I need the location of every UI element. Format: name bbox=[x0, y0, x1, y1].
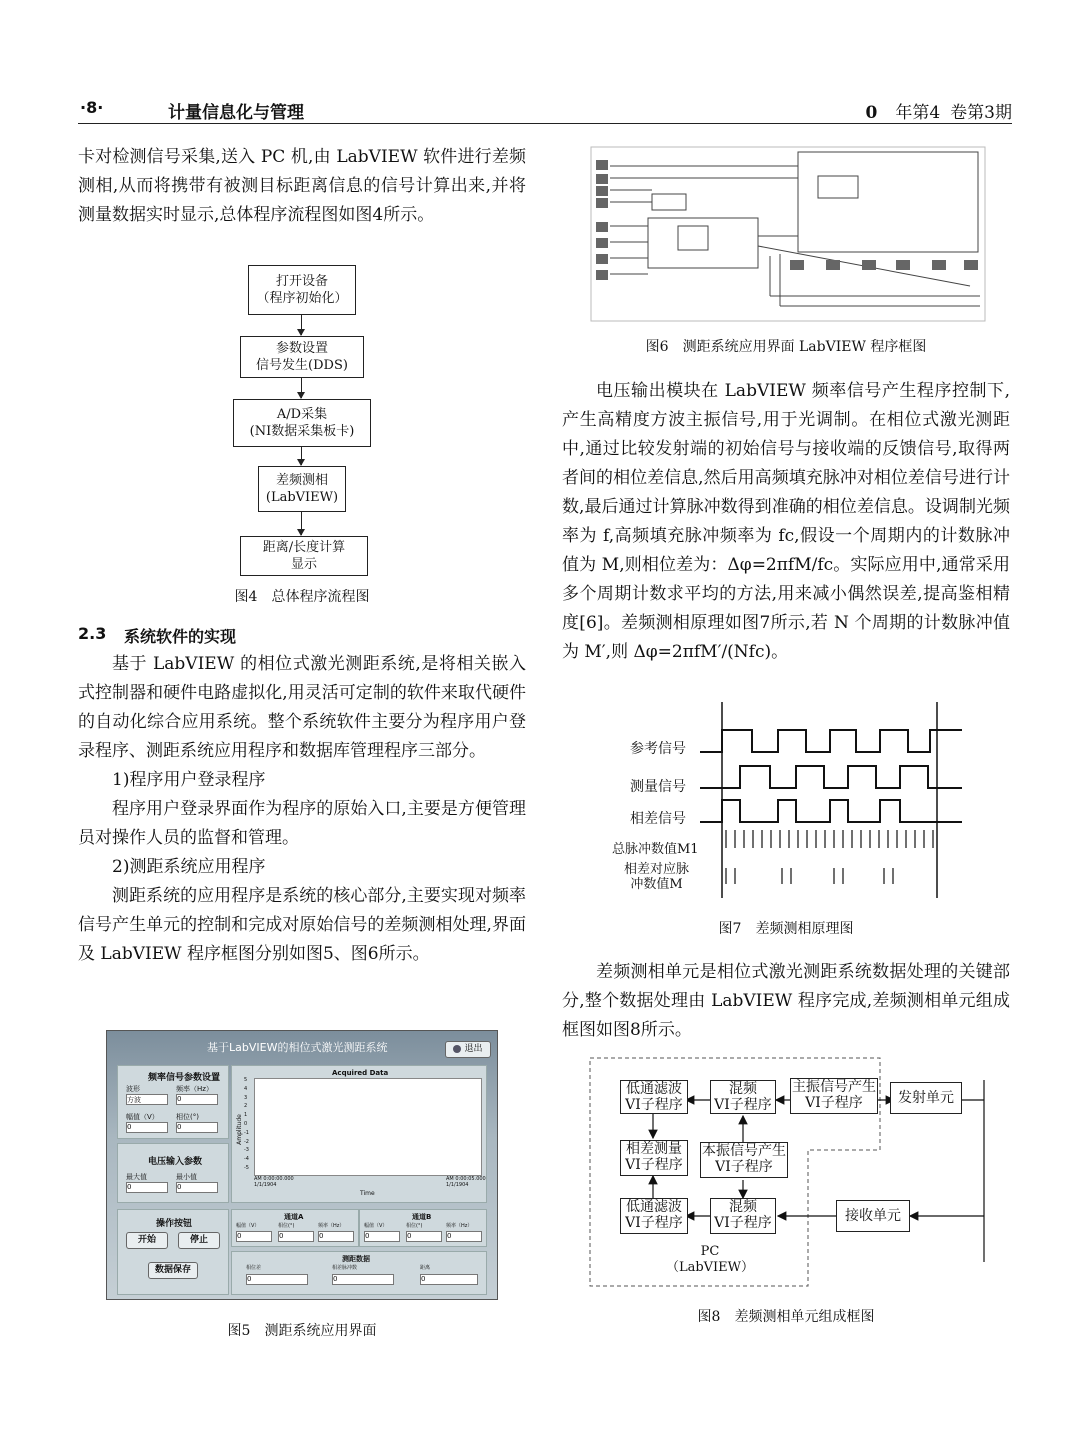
freq-param-panel bbox=[117, 1065, 229, 1139]
timing-label-diff: 相差信号 bbox=[630, 811, 686, 827]
right-paragraph-2: 差频测相单元是相位式激光测距系统数据处理的关键部分,整个数据处理由 LabVIEW 程序完成,差频测相单元组成框图如图8所示。 bbox=[562, 962, 1010, 1040]
block-phase-measure-line2: VI子程序 bbox=[625, 1157, 683, 1173]
section-body bbox=[78, 650, 526, 969]
block-main-osc-line1: 主振信号产生 bbox=[792, 1079, 876, 1095]
pc-label bbox=[660, 1244, 760, 1276]
flow-box-5 bbox=[240, 536, 368, 576]
figure-5-caption: 图5 测距系统应用界面 bbox=[227, 1323, 377, 1339]
pc-label-line1: PC bbox=[700, 1244, 720, 1259]
chart-title: Acquired Data bbox=[332, 1069, 389, 1077]
flow-box-4-line1: 差频测相 bbox=[275, 473, 328, 488]
section-title: 系统软件的实现 bbox=[124, 627, 237, 646]
channel-a-title: 通道A bbox=[284, 1213, 304, 1221]
cha-phase-field[interactable]: 0 bbox=[278, 1231, 314, 1242]
figure-8-caption: 图8 差频测相单元组成框图 bbox=[697, 1309, 875, 1325]
cha-amp-label: 幅值（V） bbox=[236, 1223, 260, 1229]
m-count-field[interactable]: 0 bbox=[332, 1274, 394, 1285]
block-lpf-2-line1: 低通滤波 bbox=[626, 1199, 682, 1215]
freq-label: 频率（Hz） bbox=[176, 1085, 213, 1093]
block-lpf-1-line2: VI子程序 bbox=[625, 1097, 683, 1113]
flow-box-1 bbox=[248, 265, 356, 315]
intro-paragraph: 卡对检测信号采集,送入 PC 机,由 LabVIEW 软件进行差频测相,从而将携带有被测目标距离信息的信号计算出来,并将测量数据实时显示,总体程序流程图如图4所示。 bbox=[78, 147, 526, 225]
phase-label: 相位(°) bbox=[176, 1113, 199, 1121]
page-number: ·8· bbox=[80, 98, 104, 117]
channel-a-panel bbox=[231, 1209, 359, 1247]
y-tick: -3 bbox=[244, 1147, 249, 1154]
min-label: 最小值 bbox=[176, 1173, 197, 1181]
block-mixer-1-line2: VI子程序 bbox=[714, 1097, 772, 1113]
cha-phase-label: 相位(°) bbox=[278, 1223, 295, 1229]
cha-freq-label: 频率（Hz） bbox=[318, 1223, 345, 1229]
exit-button[interactable] bbox=[445, 1041, 491, 1058]
y-tick: -1 bbox=[244, 1129, 249, 1136]
flow-box-2 bbox=[240, 336, 364, 378]
cha-freq-field[interactable]: 0 bbox=[318, 1231, 354, 1242]
chart-y-label: Amplitude bbox=[235, 1114, 243, 1145]
y-tick: 2 bbox=[244, 1103, 248, 1110]
freq-panel-title: 频率信号参数设置 bbox=[148, 1073, 221, 1083]
phase-input[interactable]: 0 bbox=[176, 1122, 218, 1133]
block-phase-measure-line1: 相差测量 bbox=[626, 1141, 682, 1157]
block-mixer-1-line1: 混频 bbox=[729, 1081, 757, 1097]
exit-icon bbox=[453, 1045, 461, 1053]
chart-time-end: AM 0:00:05.000 1/1/1904 bbox=[446, 1176, 486, 1188]
operation-panel bbox=[117, 1209, 229, 1295]
flow-box-3-line1: A/D采集 bbox=[276, 407, 328, 422]
start-button[interactable]: 开始 bbox=[126, 1232, 168, 1249]
right-paragraph-1: 电压输出模块在 LabVIEW 频率信号产生程序控制下,产生高精度方波主振信号,用于光调制。在相位式激光测距中,通过比较发射端的初始信号与接收端的反馈信号,取得两者间的相位差信息,然后用高频填充脉冲对相位差信号进行计数,最后通过计算脉冲数得到准确的相位差信息。设调制光频率为 f,高频填充脉冲频率为 fc,假设一个周期内的计数脉冲值为 M,则相位差为：Δφ=2πfM/fc。实际应用中,通常采用多个周期计数求平均的方法,用来减小偶然误差,提高鉴相精度[6]。差频测相原理如图7所示,若 N 个周期的计数脉冲值为 M′,则 Δφ=2πfM′/(Nfc)。 bbox=[562, 381, 1010, 662]
block-main-osc-line2: VI子程序 bbox=[805, 1095, 863, 1111]
y-tick: -5 bbox=[244, 1164, 249, 1171]
operation-panel-title: 操作按钮 bbox=[156, 1219, 193, 1229]
chb-freq-field[interactable]: 0 bbox=[446, 1231, 482, 1242]
figure-6-caption: 图6 测距系统应用界面 LabVIEW 程序框图 bbox=[645, 339, 927, 355]
block-lpf-2 bbox=[620, 1198, 688, 1234]
paragraph-1: 基于 LabVIEW 的相位式激光测距系统,是将相关嵌入式控制器和硬件电路虚拟化,用灵活可定制的软件来取代硬件的自动化综合应用系统。整个系统软件主要分为程序用户登录程序、测距系统应用程序和数据库管理程序三部分。 bbox=[78, 654, 526, 761]
flow-box-2-line1: 参数设置 bbox=[275, 341, 328, 356]
block-mixer-2-line2: VI子程序 bbox=[714, 1215, 772, 1231]
y-tick: 5 bbox=[244, 1077, 248, 1083]
chb-freq-label: 频率（Hz） bbox=[446, 1223, 473, 1229]
flow-arrow-1 bbox=[301, 314, 302, 335]
section-number: 2.3 bbox=[78, 624, 107, 643]
block-local-osc-line2: VI子程序 bbox=[715, 1159, 773, 1175]
chart-time-start: AM 0:00:00.000 1/1/1904 bbox=[254, 1176, 294, 1188]
stop-button[interactable]: 停止 bbox=[178, 1232, 220, 1249]
block-mixer-2 bbox=[710, 1198, 776, 1234]
issue-tail: 卷第3期 bbox=[950, 103, 1012, 123]
chb-phase-label: 相位(°) bbox=[406, 1223, 423, 1229]
min-input[interactable]: 0 bbox=[176, 1182, 218, 1193]
save-data-button[interactable]: 数据保存 bbox=[148, 1262, 198, 1279]
flow-box-1-line1: 打开设备 bbox=[275, 274, 328, 289]
y-tick: 4 bbox=[244, 1085, 248, 1092]
header-rule bbox=[78, 123, 1012, 124]
flow-box-5-line2: 显示 bbox=[290, 557, 317, 572]
block-lpf-2-line2: VI子程序 bbox=[625, 1215, 683, 1231]
max-input[interactable]: 0 bbox=[126, 1182, 168, 1193]
block-transmitter: 发射单元 bbox=[890, 1082, 962, 1114]
amp-input[interactable]: 0 bbox=[126, 1122, 168, 1133]
list-item-1: 1)程序用户登录程序 bbox=[112, 770, 266, 790]
exit-label: 退出 bbox=[464, 1044, 483, 1054]
journal-name: 计量信息化与管理 bbox=[168, 103, 304, 123]
channel-b-title: 通道B bbox=[412, 1213, 432, 1221]
block-lpf-1-line1: 低通滤波 bbox=[626, 1081, 682, 1097]
freq-input[interactable]: 0 bbox=[176, 1094, 218, 1105]
block-mixer-2-line1: 混频 bbox=[729, 1199, 757, 1215]
y-tick: 0 bbox=[244, 1120, 248, 1127]
block-local-osc-line1: 本振信号产生 bbox=[702, 1143, 786, 1159]
voltage-param-panel bbox=[117, 1143, 229, 1203]
amp-label: 幅值（V） bbox=[126, 1113, 159, 1121]
timing-label-total: 总脉冲数值M1 bbox=[612, 842, 699, 857]
block-local-osc bbox=[700, 1142, 788, 1178]
paragraph-3: 测距系统的应用程序是系统的核心部分,主要实现对频率信号产生单元的控制和完成对原始信号的差频测相处理,界面及 LabVIEW 程序框图分别如图5、图6所示。 bbox=[78, 886, 526, 964]
block-receiver: 接收单元 bbox=[836, 1200, 910, 1232]
flow-box-1-line2: （程序初始化） bbox=[256, 291, 348, 306]
chart-plot-area bbox=[254, 1078, 482, 1176]
timing-label-meas: 测量信号 bbox=[630, 779, 686, 795]
wave-select[interactable]: 方波 bbox=[126, 1094, 168, 1105]
cha-amp-field[interactable]: 0 bbox=[236, 1231, 272, 1242]
chart-x-label: Time bbox=[360, 1190, 375, 1197]
block-main-osc bbox=[790, 1078, 878, 1114]
flow-box-4-line2: (LabVIEW) bbox=[265, 490, 339, 505]
pc-label-line2: （LabVIEW） bbox=[665, 1260, 755, 1275]
timing-label-count bbox=[624, 862, 689, 892]
m-dist-label: 距离 bbox=[420, 1265, 431, 1271]
measurement-panel bbox=[231, 1251, 487, 1295]
flow-box-3-line2: (NI数据采集板卡) bbox=[249, 424, 355, 439]
issue-mid: 年第4 bbox=[895, 103, 941, 123]
figure-5-ui-screenshot bbox=[106, 1030, 498, 1300]
timing-label-ref: 参考信号 bbox=[630, 741, 686, 757]
chb-amp-label: 幅值（V） bbox=[364, 1223, 388, 1229]
timing-label-count-line2: 冲数值M bbox=[630, 877, 683, 892]
issue-year: 0 bbox=[865, 103, 878, 123]
ui-title: 基于LabVIEW的相位式激光测距系统 bbox=[207, 1041, 388, 1054]
channel-b-panel bbox=[359, 1209, 487, 1247]
m-dist-field[interactable]: 0 bbox=[420, 1274, 478, 1285]
figure-4-caption: 图4 总体程序流程图 bbox=[234, 589, 370, 605]
figure-6-block-diagram bbox=[590, 146, 986, 322]
wave-label: 波形 bbox=[126, 1085, 140, 1093]
m-phase-field[interactable]: 0 bbox=[246, 1274, 308, 1285]
max-label: 最大值 bbox=[126, 1173, 147, 1181]
voltage-panel-title: 电压输入参数 bbox=[148, 1157, 203, 1167]
flow-box-2-line2: 信号发生(DDS) bbox=[256, 358, 348, 373]
measurement-title: 测距数据 bbox=[342, 1255, 370, 1263]
chb-amp-field[interactable]: 0 bbox=[364, 1231, 400, 1242]
flow-box-3 bbox=[233, 399, 371, 447]
flow-arrow-3 bbox=[301, 446, 302, 465]
y-tick: 3 bbox=[244, 1094, 248, 1101]
flow-box-5-line1: 距离/长度计算 bbox=[262, 540, 346, 555]
issue-info bbox=[866, 98, 1013, 123]
y-tick: -4 bbox=[244, 1156, 249, 1163]
flow-box-4 bbox=[258, 466, 346, 512]
block-phase-measure bbox=[620, 1140, 688, 1176]
chb-phase-field[interactable]: 0 bbox=[406, 1231, 442, 1242]
timing-waveforms bbox=[700, 702, 970, 898]
chart-y-ticks bbox=[244, 1076, 249, 1173]
m-phase-label: 相位差 bbox=[246, 1265, 262, 1271]
timing-label-count-line1: 相差对应脉 bbox=[624, 862, 690, 877]
flow-arrow-2 bbox=[301, 377, 302, 398]
chart-panel bbox=[231, 1065, 487, 1203]
figure-7-caption: 图7 差频测相原理图 bbox=[718, 921, 854, 937]
y-tick: -2 bbox=[244, 1138, 249, 1145]
block-mixer-1 bbox=[710, 1080, 776, 1114]
y-tick: 1 bbox=[244, 1112, 248, 1119]
block-lpf-1 bbox=[620, 1080, 688, 1114]
list-item-2: 2)测距系统应用程序 bbox=[112, 857, 266, 877]
paragraph-2: 程序用户登录界面作为程序的原始入口,主要是方便管理员对操作人员的监督和管理。 bbox=[78, 799, 526, 848]
flow-arrow-4 bbox=[301, 511, 302, 535]
m-count-label: 相差脉冲数 bbox=[332, 1265, 358, 1271]
